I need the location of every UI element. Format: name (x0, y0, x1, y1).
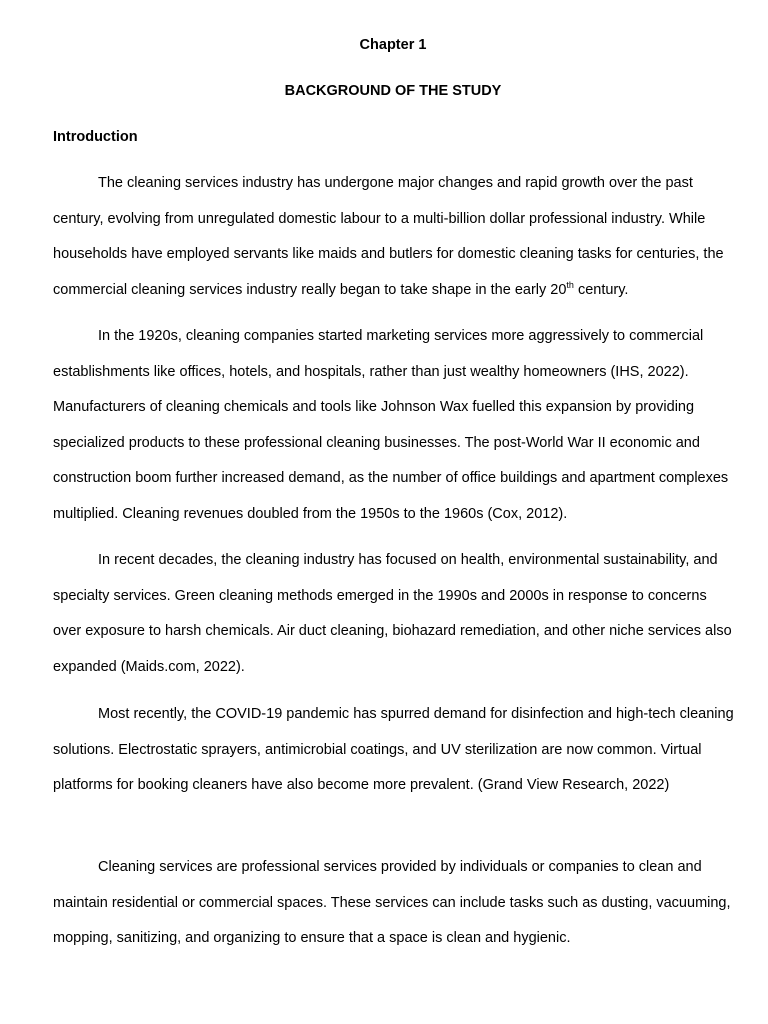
paragraph-4: Most recently, the COVID-19 pandemic has spurred demand for disinfection and high-tech cleaning solutions. Electrostatic sprayers, antimicrobial coatings, and UV sterilization are now common. Virtual platforms for booking cleaners have also become more prevalent. (Grand View Research, 2022) (53, 706, 734, 794)
paragraph-1-text: The cleaning services industry has undergone major changes and rapid growth over the past century, evolving from unregulated domestic labour to a multi-billion dollar professional industry. While households have employed servants like maids and butlers for domestic cleaning tasks for centuries, the commercial cleaning services industry really began to take shape in the early 20 (53, 175, 724, 298)
paragraph-1-end: century. (573, 281, 629, 298)
paragraph-5: Cleaning services are professional services provided by individuals or companies to clean and maintain residential or commercial spaces. These services can include tasks such as dusting, vacuuming, mopping, sanitizing, and organizing to ensure that a space is clean and hygienic. (53, 859, 731, 947)
paragraph-3: In recent decades, the cleaning industry has focused on health, environmental sustainability, and specialty services. Green cleaning methods emerged in the 1990s and 2000s in response to concerns over exposure to harsh chemicals. Air duct cleaning, biohazard remediation, and other niche services also expanded (Maids.com, 2022). (53, 552, 732, 675)
document-title: BACKGROUND OF THE STUDY (284, 83, 502, 99)
section-heading: Introduction (53, 129, 138, 145)
superscript-th: th (566, 279, 574, 290)
chapter-label: Chapter 1 (359, 37, 427, 53)
paragraph-1 (53, 166, 735, 308)
paragraph-2: In the 1920s, cleaning companies started marketing services more aggressively to commercial establishments like offices, hotels, and hospitals, rather than just wealthy homeowners (IHS, 2022). Manufacturers of cleaning chemicals and tools like Johnson Wax fuelled this expansion by providing specialized products to these professional cleaning businesses. The post-World War II economic and construction boom further increased demand, as the number of office buildings and apartment complexes multiplied. Cleaning revenues doubled from the 1950s to the 1960s (Cox, 2012). (53, 328, 729, 522)
